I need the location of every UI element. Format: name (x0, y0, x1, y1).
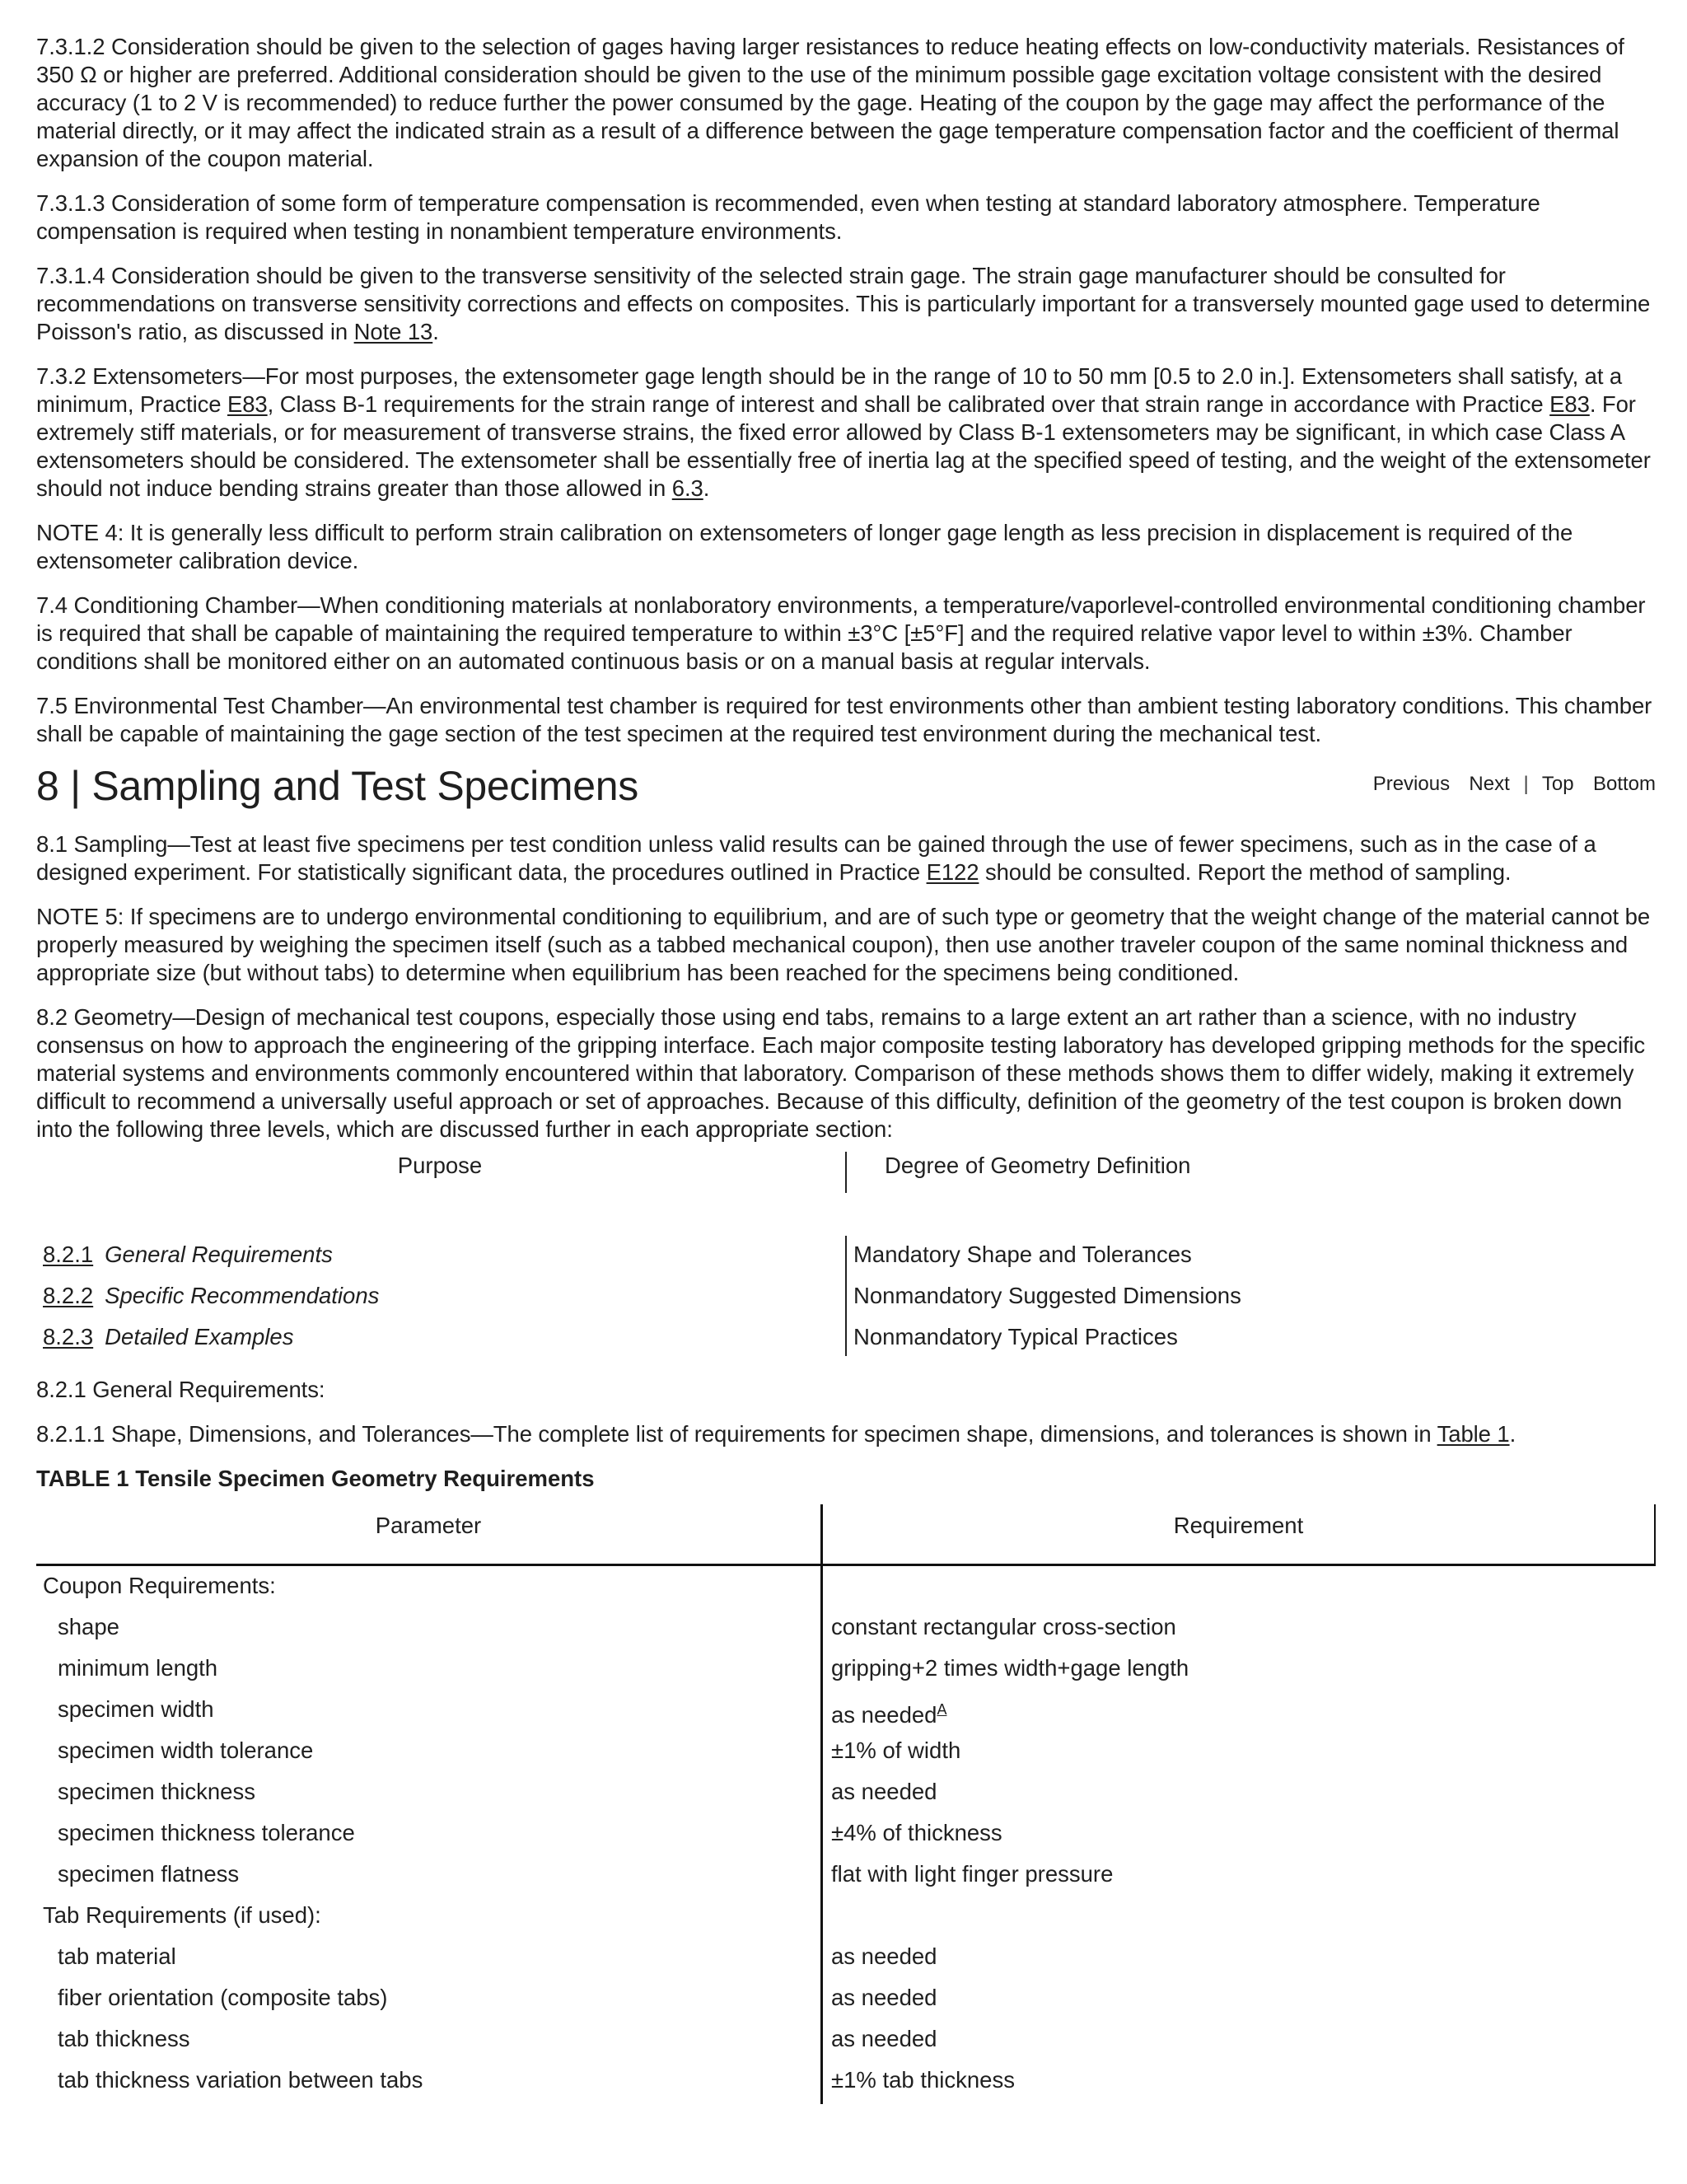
table-row-req: as needed (831, 2026, 937, 2051)
section-6-3-link[interactable]: 6.3 (671, 475, 703, 501)
paragraph-text: 8.2.1.1 Shape, Dimensions, and Tolerances—The complete list of requirements for specimen shape, dimensions, and tolerances is shown in (36, 1421, 1437, 1447)
table-row-req: constant rectangular cross-section (831, 1614, 1176, 1639)
section-8-2-2-link[interactable]: 8.2.2 (43, 1283, 94, 1308)
paragraph-7-3-2 (36, 362, 1656, 503)
group-label-tab: Tab Requirements (if used): (43, 1902, 321, 1928)
paragraph-text: . (432, 319, 439, 344)
table-row-req: ±1% tab thickness (831, 2067, 1015, 2093)
section-header (36, 761, 1656, 819)
table-header (36, 1504, 1656, 1566)
table-row-req: as needed (831, 1985, 937, 2010)
purpose-row (43, 1234, 333, 1275)
purpose-table (36, 1152, 1656, 1358)
section-title: 8 | Sampling and Test Specimens (36, 763, 638, 809)
purpose-label: General Requirements (105, 1242, 333, 1267)
paragraph-7-3-1-4 (36, 262, 1656, 346)
group-label-coupon: Coupon Requirements: (43, 1573, 276, 1598)
paragraph-7-5: 7.5 Environmental Test Chamber—An environmental test chamber is required for test environments other than ambient testing laboratory conditions. This chamber shall be capable of maintaining the gage section of the test specimen at the required test environment during the mechanical test. (36, 693, 1652, 746)
paragraph-8-2-1: 8.2.1 General Requirements: (36, 1377, 325, 1402)
paragraph-8-2: 8.2 Geometry—Design of mechanical test coupons, especially those using end tabs, remains to a large extent an art rather than a science, with no industry consensus on how to approach the engineering of the gripping interface. Each major composite testing laboratory has developed gripping methods for the specific material systems and environments commonly encountered within that laboratory. Comparison of these methods shows them to differ widely, making it extremely difficult to recommend a universally useful approach or set of approaches. Because of this difficulty, definition of the geometry of the test coupon is broken down into the following three levels, which are discussed further in each appropriate section: (36, 1004, 1646, 1142)
table-row-param: specimen thickness (58, 1779, 255, 1804)
table-row-req-with-footnote (831, 1689, 946, 1730)
definition-cell: Nonmandatory Typical Practices (853, 1324, 1178, 1349)
table-row-req: ±4% of thickness (831, 1820, 1002, 1845)
document-page (36, 33, 1656, 2106)
requirement-header: Requirement (1173, 1513, 1304, 1538)
paragraph-text: 7.3.2 Extensometers—For most purposes, the extensometer gage length should be in the range of 10 to 50 mm [0.5 to 2.0 in.]. Extensometers shall satisfy, at a minimum, Practice (36, 363, 1623, 417)
footnote-a-link[interactable]: A (937, 1701, 947, 1718)
purpose-label: Specific Recommendations (105, 1283, 380, 1308)
table-row-param: specimen width (58, 1696, 214, 1722)
table-row-req: as needed (831, 1943, 937, 1969)
paragraph-text: . (1509, 1421, 1516, 1447)
paragraph-text: . (703, 475, 710, 501)
e122-link[interactable]: E122 (926, 859, 979, 885)
table-row-req: ±1% of width (831, 1737, 961, 1763)
section-8-2-1-link[interactable]: 8.2.1 (43, 1242, 94, 1267)
paragraph-7-3-1-3: 7.3.1.3 Consideration of some form of temperature compensation is recommended, even when testing at standard laboratory atmosphere. Temperature compensation is required when testing in nonambient temperature environments. (36, 190, 1540, 244)
table-row-req: flat with light finger pressure (831, 1861, 1114, 1887)
nav-top-link[interactable]: Top (1541, 773, 1574, 795)
note-5: NOTE 5: If specimens are to undergo environmental conditioning to equilibrium, and are of such type or geometry that the weight change of the material cannot be properly measured by weighing the specimen itself (such as a tabbed mechanical coupon), then use another traveler coupon of the same nominal thickness and appropriate size (but without tabs) to determine when equilibrium has been reached for the specimens being conditioned. (36, 904, 1651, 985)
definition-cell: Nonmandatory Suggested Dimensions (853, 1283, 1241, 1308)
section-8-2-3-link[interactable]: 8.2.3 (43, 1324, 94, 1349)
table-1-link[interactable]: Table 1 (1437, 1421, 1510, 1447)
purpose-header: Purpose (397, 1153, 483, 1178)
table-caption: TABLE 1 Tensile Specimen Geometry Requirements (36, 1466, 595, 1491)
e83-link[interactable]: E83 (1549, 391, 1590, 417)
definition-cell: Mandatory Shape and Tolerances (853, 1242, 1192, 1267)
purpose-label: Detailed Examples (105, 1324, 294, 1349)
table-row-req: as needed (831, 1702, 937, 1728)
column-divider (845, 1152, 847, 1193)
table-border (1654, 1504, 1656, 1564)
purpose-row (43, 1316, 293, 1358)
table-row-param: specimen flatness (58, 1861, 240, 1887)
paragraph-text: , Class B-1 requirements for the strain range of interest and shall be calibrated over that strain range in accordance with Practice (267, 391, 1550, 417)
note-13-link[interactable]: Note 13 (353, 319, 433, 344)
paragraph-text: . For extremely stiff materials, or for measurement of transverse strains, the fixed error allowed by Class B-1 extensometers may be significant, in which case Class A extensometers should be considered. The extensometer shall be essentially free of inertia lag at the specified speed of testing, and the weight of the extensometer should not induce bending strains greater than those allowed in (36, 391, 1651, 501)
parameter-header: Parameter (375, 1513, 482, 1538)
definition-header: Degree of Geometry Definition (885, 1153, 1191, 1178)
column-divider (820, 1504, 823, 2104)
table-row-param: fiber orientation (composite tabs) (58, 1985, 388, 2010)
paragraph-7-4: 7.4 Conditioning Chamber—When conditioning materials at nonlaboratory environments, a temperature/vaporlevel-controlled environmental conditioning chamber is required that shall be capable of maintaining the required temperature to within ±3°C [±5°F] and the required relative vapor level to within ±3%. Chamber conditions shall be monitored either on an automated continuous basis or on a manual basis at regular intervals. (36, 592, 1646, 674)
table-row-param: shape (58, 1614, 119, 1639)
paragraph-8-2-1-1 (36, 1420, 1656, 1448)
table-row-param: specimen thickness tolerance (58, 1820, 355, 1845)
geometry-requirements-table (36, 1504, 1656, 2106)
purpose-row (43, 1275, 379, 1316)
table-row-req: as needed (831, 1779, 937, 1804)
table-row-param: minimum length (58, 1655, 218, 1681)
paragraph-7-3-1-2: 7.3.1.2 Consideration should be given to the selection of gages having larger resistances to reduce heating effects on low-conductivity materials. Resistances of 350 Ω or higher are preferred. Additional consideration should be given to the use of the minimum possible gage excitation voltage consistent with the desired accuracy (1 to 2 V is recommended) to reduce further the power consumed by the gage. Heating of the coupon by the gage may affect the performance of the material directly, or it may affect the indicated strain as a result of a difference between the gage temperature compensation factor and the coefficient of thermal expansion of the coupon material. (36, 34, 1624, 171)
column-divider (845, 1236, 847, 1356)
nav-previous-link[interactable]: Previous (1372, 773, 1451, 795)
nav-separator: | (1523, 773, 1529, 795)
nav-next-link[interactable]: Next (1469, 773, 1510, 795)
table-row-param: tab thickness variation between tabs (58, 2067, 423, 2093)
paragraph-text: 8.1 Sampling—Test at least five specimens per test condition unless valid results can be gained through the use of fewer specimens, such as in the case of a designed experiment. For statistically significant data, the procedures outlined in Practice (36, 831, 1596, 885)
table-row-param: tab material (58, 1943, 176, 1969)
paragraph-text: should be consulted. Report the method of sampling. (979, 859, 1512, 885)
table-row-param: tab thickness (58, 2026, 190, 2051)
paragraph-8-1 (36, 830, 1656, 886)
section-nav (1373, 773, 1656, 796)
table-row-param: specimen width tolerance (58, 1737, 314, 1763)
nav-bottom-link[interactable]: Bottom (1592, 773, 1656, 795)
note-4: NOTE 4: It is generally less difficult to perform strain calibration on extensometers of longer gage length as less precision in displacement is required of the extensometer calibration device. (36, 520, 1573, 573)
e83-link[interactable]: E83 (227, 391, 268, 417)
table-row-req: gripping+2 times width+gage length (831, 1655, 1189, 1681)
paragraph-text: 7.3.1.4 Consideration should be given to the transverse sensitivity of the selected strain gage. The strain gage manufacturer should be consulted for recommendations on transverse sensitivity corrections and effects on composites. This is particularly important for a transversely mounted gage used to determine Poisson's ratio, as discussed in (36, 263, 1651, 344)
